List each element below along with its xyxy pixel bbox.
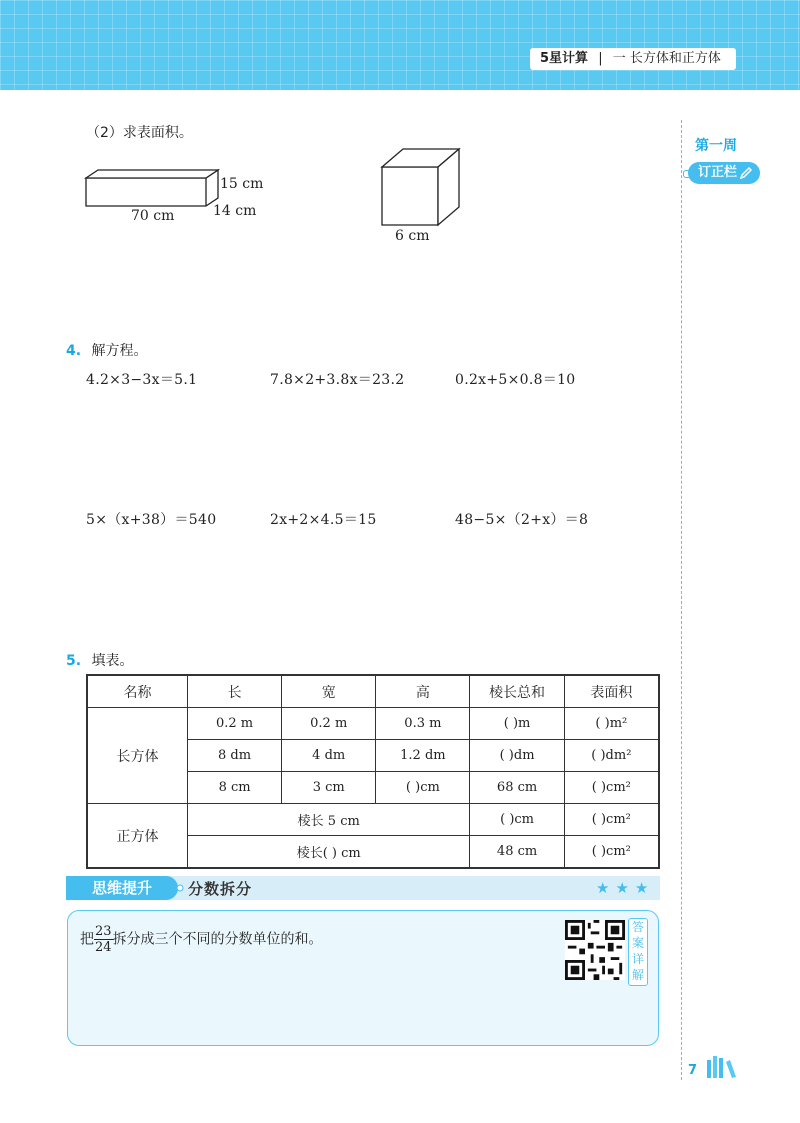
thinking-tag: 思维提升 (66, 876, 178, 900)
table-cell: 0.3 m (376, 708, 470, 740)
table-cell: 棱长( ) cm (188, 836, 470, 869)
cuboid-figure (80, 160, 280, 230)
thinking-problem (80, 924, 323, 955)
table-cell: 3 cm (282, 772, 376, 804)
table-cell: 68 cm (470, 772, 564, 804)
table-cell: 48 cm (470, 836, 564, 869)
header-cell: 名称 (87, 675, 188, 708)
equation-1: 4.2×3−3x＝5.1 (86, 372, 198, 388)
correction-column-tag (688, 162, 760, 184)
cuboid-width-label: 14 cm (213, 203, 257, 219)
table-cell: ( )cm² (564, 772, 659, 804)
table-cell: ( )m² (564, 708, 659, 740)
table-heading (66, 650, 134, 670)
table-header-row (87, 675, 659, 708)
table-cell: 棱长 5 cm (188, 804, 470, 836)
cuboid-height-label: 15 cm (220, 176, 264, 192)
books-icon (706, 1056, 738, 1078)
table-cell: 0.2 m (282, 708, 376, 740)
cuboid-name-cell: 长方体 (87, 708, 188, 804)
cube-figure (376, 145, 466, 235)
problem-suffix: 拆分成三个不同的分数单位的和。 (112, 931, 323, 948)
fraction (94, 924, 113, 955)
cube-name-cell: 正方体 (87, 804, 188, 869)
table-cell: ( )cm² (564, 804, 659, 836)
table-cell: 4 dm (282, 740, 376, 772)
table-row (87, 708, 659, 740)
equation-4: 5×（x+38）＝540 (86, 512, 217, 528)
equation-5: 2x+2×4.5＝15 (270, 512, 377, 528)
cube-edge-label: 6 cm (395, 228, 430, 244)
series-title: 5星计算 (540, 51, 589, 66)
problem-prefix: 把 (80, 931, 94, 948)
surface-area-title: （2）求表面积。 (86, 125, 193, 141)
qr-code-icon[interactable] (565, 920, 625, 980)
fraction-denominator: 24 (95, 940, 112, 955)
equation-3: 0.2x+5×0.8＝10 (455, 372, 576, 388)
question-number: 4. (66, 343, 82, 359)
question-number: 5. (66, 653, 82, 669)
header-cell: 宽 (282, 675, 376, 708)
separator: | (598, 51, 603, 66)
thinking-subtitle: 分数拆分 (188, 880, 253, 898)
sidebar-divider (681, 120, 682, 1080)
table-cell: ( )cm (470, 804, 564, 836)
table-row (87, 804, 659, 836)
chapter-title: 一 长方体和正方体 (612, 51, 721, 66)
table-cell: 8 cm (188, 772, 282, 804)
header-cell: 高 (376, 675, 470, 708)
table-cell: ( )cm² (564, 836, 659, 869)
table-title: 填表。 (91, 653, 134, 669)
week-label: 第一周 (695, 138, 737, 154)
table-cell: ( )dm (470, 740, 564, 772)
header-cell: 表面积 (564, 675, 659, 708)
equation-6: 48−5×（2+x）＝8 (455, 512, 589, 528)
table-cell: ( )m (470, 708, 564, 740)
table-cell: 0.2 m (188, 708, 282, 740)
header-cell: 长 (188, 675, 282, 708)
cuboid-length-label: 70 cm (131, 208, 175, 224)
equations-title: 解方程。 (91, 343, 148, 359)
difficulty-stars: ★★★ (596, 879, 655, 897)
table-cell: 8 dm (188, 740, 282, 772)
table-cell: ( )cm (376, 772, 470, 804)
connector-icon (176, 884, 188, 892)
table-cell: ( )dm² (564, 740, 659, 772)
correction-label: 订正栏 (698, 165, 738, 180)
page-number: 7 (688, 1063, 698, 1078)
equation-2: 7.8×2+3.8x＝23.2 (270, 372, 405, 388)
page-header (0, 0, 800, 90)
fraction-numerator: 23 (95, 924, 112, 939)
fill-table (86, 674, 660, 869)
equations-heading (66, 340, 148, 360)
pencil-icon (738, 165, 754, 181)
header-cell: 棱长总和 (470, 675, 564, 708)
chapter-tag (530, 48, 736, 70)
answer-detail-label[interactable]: 答案详解 (628, 918, 648, 986)
table-cell: 1.2 dm (376, 740, 470, 772)
